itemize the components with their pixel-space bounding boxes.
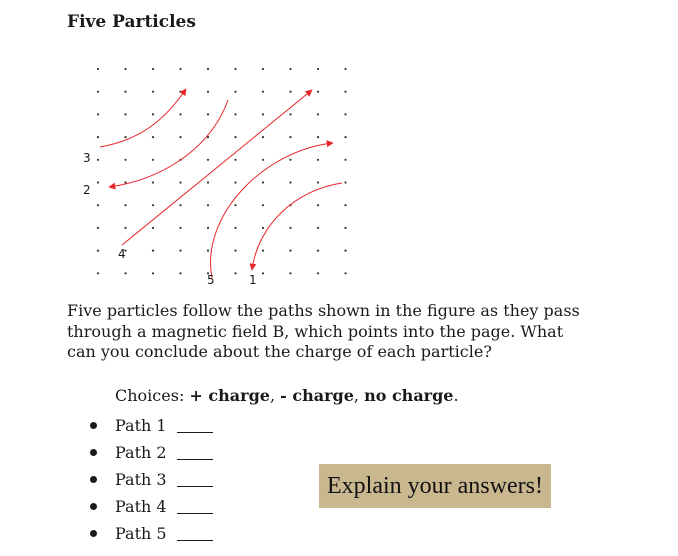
- field-dot: [97, 91, 99, 93]
- field-dot: [344, 272, 346, 274]
- field-dot: [344, 136, 346, 138]
- list-item: Path 5: [90, 520, 213, 547]
- field-dot: [344, 250, 346, 252]
- choice-none: no charge: [364, 386, 454, 405]
- field-dot: [234, 204, 236, 206]
- field-dot: [289, 159, 291, 161]
- field-dot: [124, 68, 126, 70]
- choice-plus: + charge: [189, 386, 270, 405]
- path-label-2: 2: [83, 183, 91, 197]
- field-dot: [179, 204, 181, 206]
- field-dot: [234, 227, 236, 229]
- field-dot: [262, 204, 264, 206]
- field-dot: [152, 159, 154, 161]
- field-dot: [317, 272, 319, 274]
- field-dot: [97, 136, 99, 138]
- field-dot: [289, 91, 291, 93]
- field-dot: [262, 272, 264, 274]
- field-dot: [179, 113, 181, 115]
- field-dot: [262, 91, 264, 93]
- answer-blank[interactable]: [177, 526, 213, 541]
- field-dot: [344, 159, 346, 161]
- field-dot: [97, 250, 99, 252]
- bullet-icon: [90, 503, 97, 510]
- field-dot: [207, 68, 209, 70]
- field-dot: [124, 272, 126, 274]
- field-dot: [207, 113, 209, 115]
- bullet-icon: [90, 449, 97, 456]
- field-dot: [262, 159, 264, 161]
- field-dot: [262, 181, 264, 183]
- choices-line: Choices: + charge, - charge, no charge.: [115, 386, 459, 405]
- field-dot: [97, 272, 99, 274]
- field-dot: [317, 181, 319, 183]
- path-label-4: 4: [118, 247, 126, 261]
- field-dot: [97, 227, 99, 229]
- field-dot: [317, 204, 319, 206]
- field-dot: [207, 204, 209, 206]
- field-dot: [317, 113, 319, 115]
- field-dot: [152, 250, 154, 252]
- field-dot: [317, 250, 319, 252]
- field-dot: [344, 227, 346, 229]
- path-label-3: 3: [83, 151, 91, 165]
- path-3: [100, 89, 186, 147]
- field-dot: [152, 181, 154, 183]
- field-dot: [317, 68, 319, 70]
- path-1: [252, 183, 342, 270]
- field-dot: [179, 181, 181, 183]
- field-dot: [317, 91, 319, 93]
- field-dot: [234, 68, 236, 70]
- field-dot: [152, 136, 154, 138]
- field-dot: [124, 181, 126, 183]
- list-item: Path 1: [90, 412, 213, 439]
- list-item: Path 2: [90, 439, 213, 466]
- field-dot: [152, 272, 154, 274]
- field-dot: [262, 68, 264, 70]
- list-item: Path 4: [90, 493, 213, 520]
- field-dot: [179, 272, 181, 274]
- field-dot: [344, 91, 346, 93]
- answer-blank[interactable]: [177, 499, 213, 514]
- path-5: [211, 143, 333, 278]
- field-dot: [207, 91, 209, 93]
- page-title: Five Particles: [67, 12, 196, 32]
- field-dot: [344, 181, 346, 183]
- field-dot: [317, 159, 319, 161]
- field-dot: [344, 68, 346, 70]
- field-dot: [317, 227, 319, 229]
- path-label-5: 5: [207, 273, 215, 287]
- field-dot: [289, 272, 291, 274]
- field-dot: [97, 204, 99, 206]
- field-dot: [97, 159, 99, 161]
- field-dot: [97, 181, 99, 183]
- field-dot: [262, 113, 264, 115]
- field-dot: [179, 136, 181, 138]
- bullet-icon: [90, 422, 97, 429]
- field-dot: [179, 91, 181, 93]
- path-answer-list: [90, 412, 213, 547]
- field-dot: [179, 227, 181, 229]
- field-dot: [234, 91, 236, 93]
- field-dot: [152, 204, 154, 206]
- bullet-icon: [90, 476, 97, 483]
- field-dot: [152, 68, 154, 70]
- field-dot: [262, 250, 264, 252]
- field-dot: [262, 227, 264, 229]
- field-dot: [289, 68, 291, 70]
- field-dot: [207, 227, 209, 229]
- field-dot: [289, 113, 291, 115]
- field-dot: [262, 136, 264, 138]
- field-dot: [234, 159, 236, 161]
- field-dot: [179, 250, 181, 252]
- field-dot: [124, 204, 126, 206]
- field-dot: [152, 91, 154, 93]
- bullet-icon: [90, 530, 97, 537]
- answer-blank[interactable]: [177, 445, 213, 460]
- field-dot: [152, 113, 154, 115]
- explain-answers-box: Explain your answers!: [319, 464, 551, 508]
- field-dot: [344, 204, 346, 206]
- field-dot: [289, 181, 291, 183]
- field-dot: [124, 91, 126, 93]
- field-dot: [234, 250, 236, 252]
- field-dot: [124, 113, 126, 115]
- list-item: Path 3: [90, 466, 213, 493]
- field-dot: [317, 136, 319, 138]
- field-dot: [207, 159, 209, 161]
- field-dot: [344, 113, 346, 115]
- choice-minus: - charge: [280, 386, 354, 405]
- field-dot: [289, 250, 291, 252]
- field-dot: [97, 113, 99, 115]
- field-dot: [289, 227, 291, 229]
- field-dot: [234, 136, 236, 138]
- field-dot: [124, 136, 126, 138]
- field-dot: [97, 68, 99, 70]
- path-4: [122, 90, 312, 245]
- field-dot: [234, 272, 236, 274]
- answer-blank[interactable]: [177, 472, 213, 487]
- path-2: [109, 100, 228, 187]
- field-dot: [152, 227, 154, 229]
- choices-lead: Choices:: [115, 386, 185, 405]
- field-dot: [234, 181, 236, 183]
- field-dots-grid: [97, 68, 347, 275]
- field-dot: [207, 250, 209, 252]
- field-dot: [289, 136, 291, 138]
- field-dot: [124, 227, 126, 229]
- field-dot: [234, 113, 236, 115]
- answer-blank[interactable]: [177, 418, 213, 433]
- field-dot: [179, 68, 181, 70]
- field-dot: [207, 181, 209, 183]
- question-text: Five particles follow the paths shown in the figure as they pass through a magnetic field B, which points into the page. What can you conclude about the charge of each particle?: [67, 301, 580, 361]
- field-dot: [124, 159, 126, 161]
- path-label-1: 1: [249, 273, 257, 287]
